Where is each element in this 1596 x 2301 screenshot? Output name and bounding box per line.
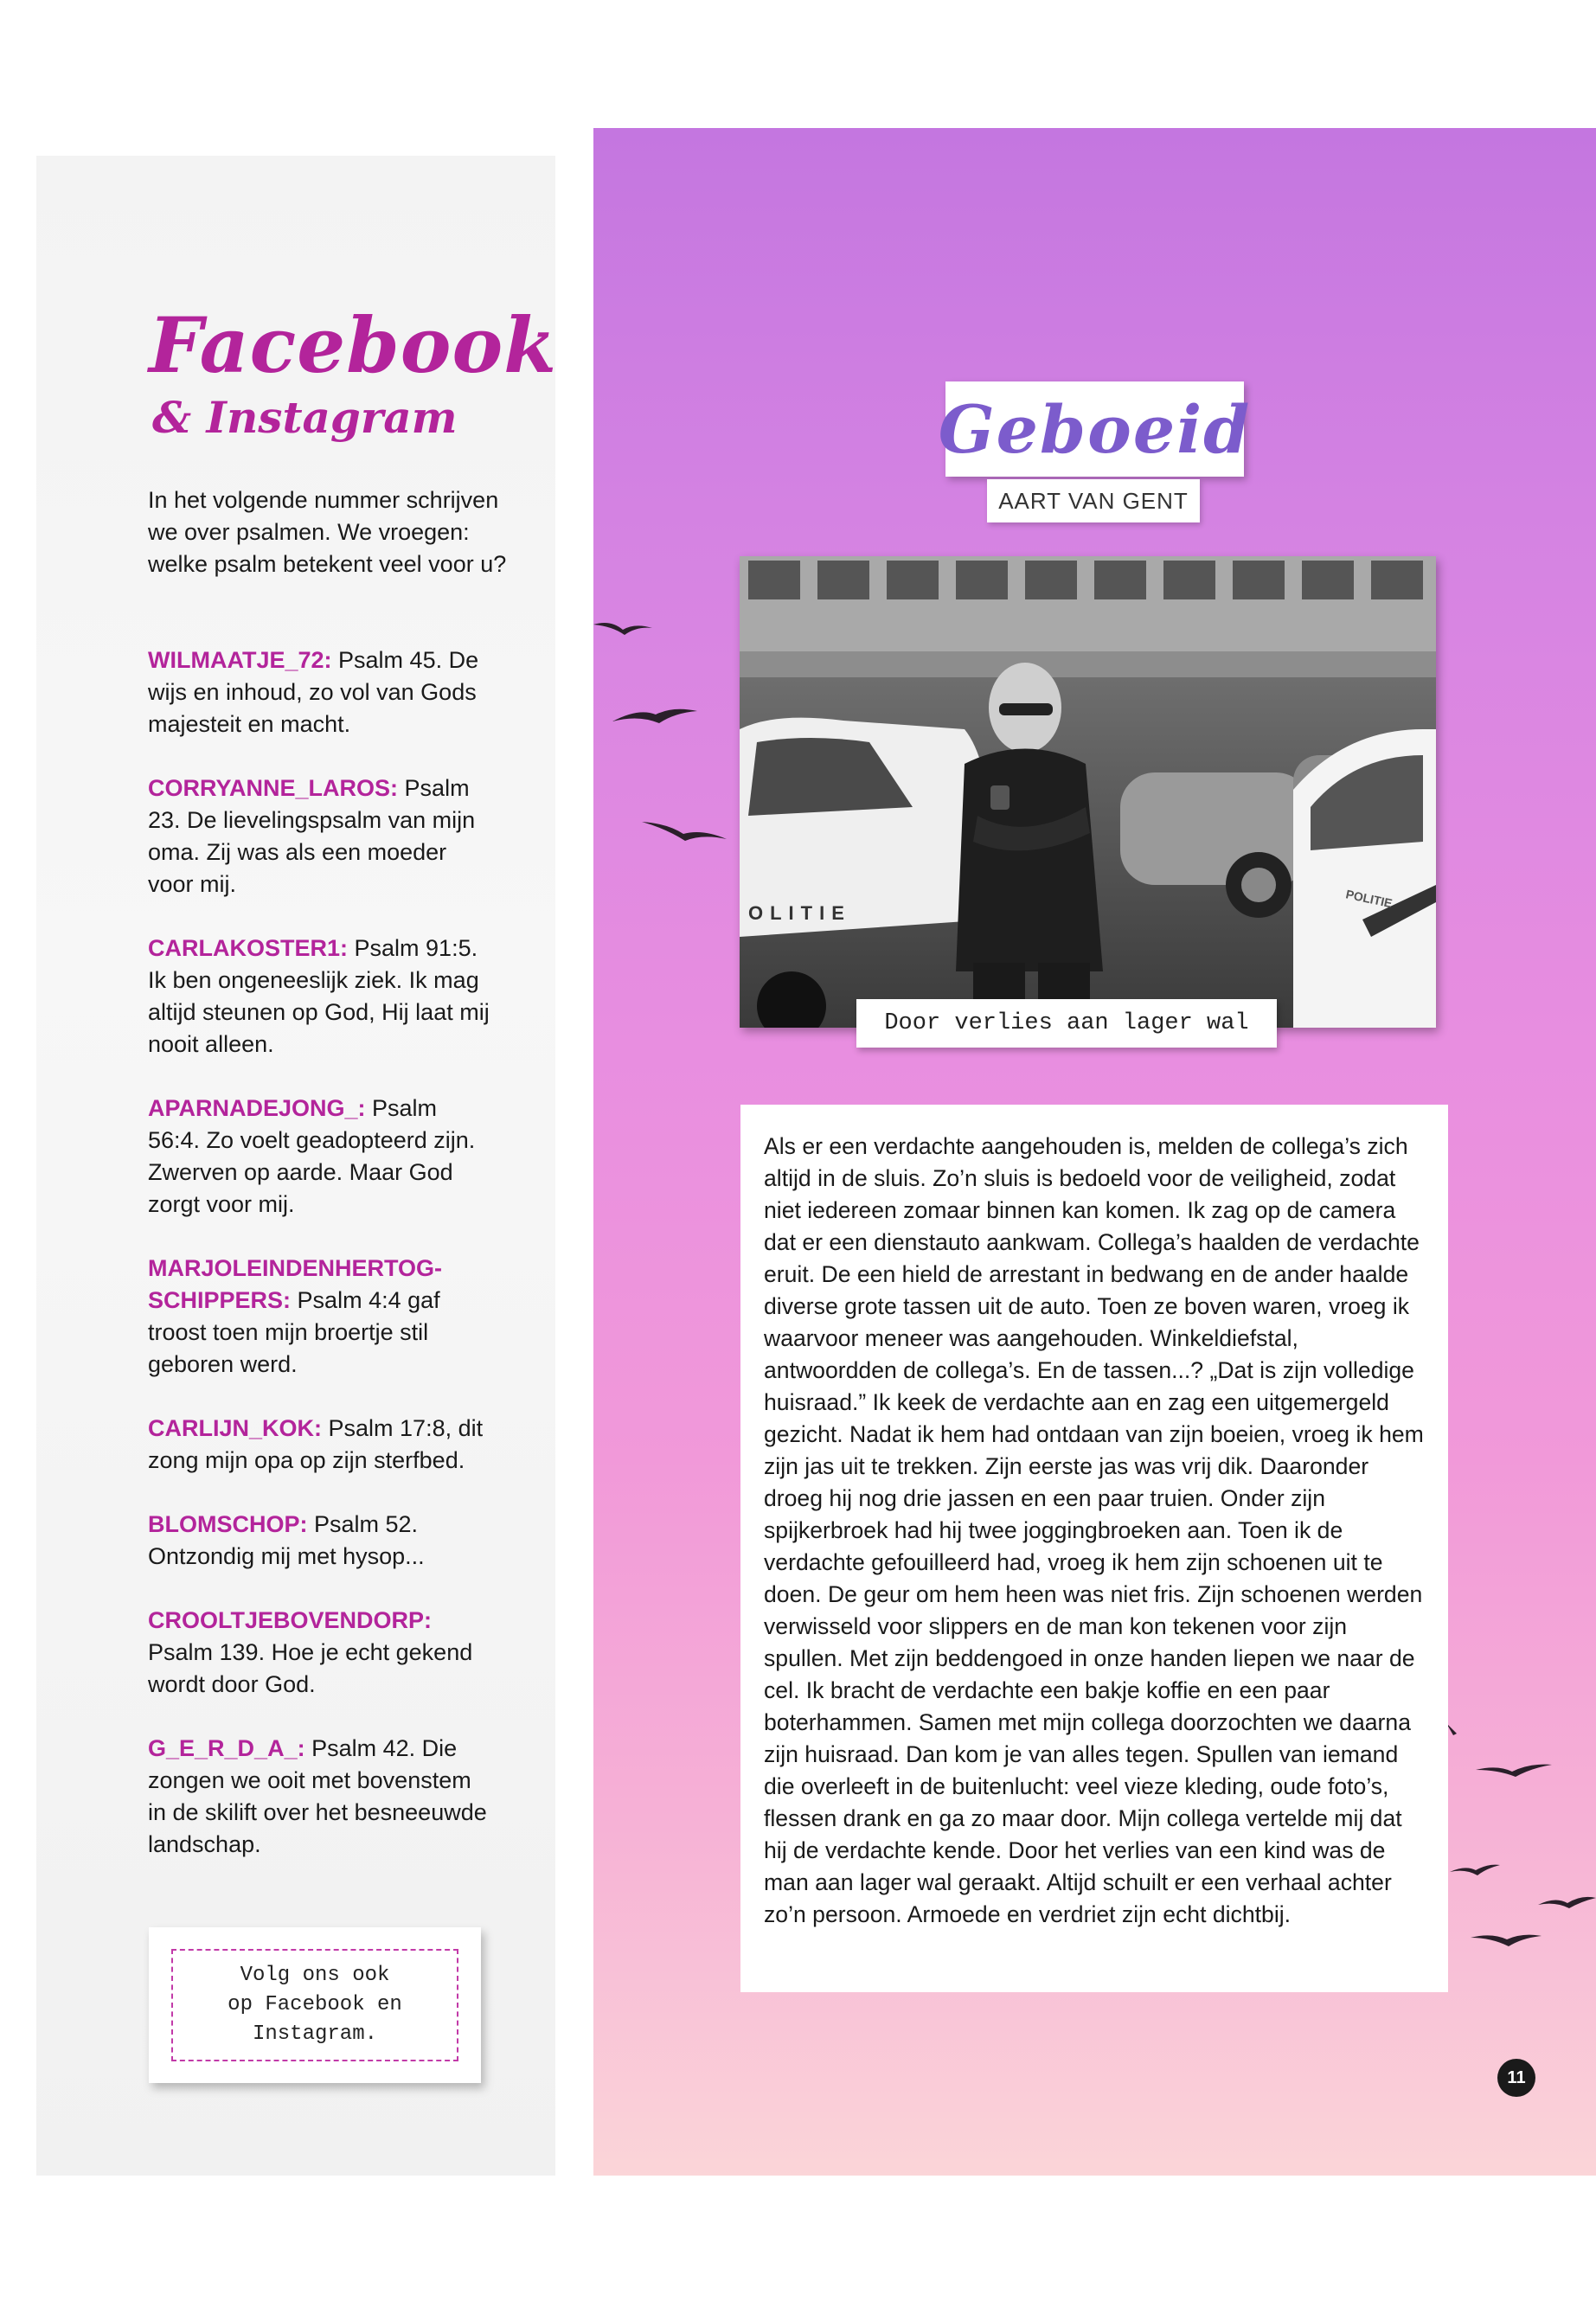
response-handle: CARLIJN_KOK: <box>148 1415 323 1441</box>
bird-silhouette-icon <box>1450 1860 1502 1879</box>
follow-us-dashed-frame <box>171 1949 458 2061</box>
intro-paragraph: In het volgende nummer schrijven we over psalmen. We vroegen: welke psalm betekent veel voor u? <box>148 487 507 577</box>
article-body-text: Als er een verdachte aangehouden is, melden de collega’s zich altijd in de sluis. Zo’n sluis is bedoeld voor de veiligheid, zodat niet iedereen zomaar binnen kan komen. Ik zag op de camera dat er een dienstauto aankwam. Collega’s haalden de verdachte eruit. De een hield de arrestant in bedwang en de ander haalde diverse grote tassen uit de auto. Toen ze boven waren, vroeg ik waarvoor meneer was aangehouden. Winkeldiefstal, antwoordden de collega’s. En de tassen...? „Dat is zijn volledige huisraad.” Ik keek de verdachte aan en zag een uitgemergeld gezicht. Nadat ik hem had ontdaan van zijn boeien, vroeg ik hem zijn jas uit te trekken. Zijn eerste jas was vrij dik. Daaronder droeg hij nog drie jassen en een paar truien. Onder zijn spijkerbroek had hij twee joggingbroeken aan. Toen ik de verdachte gefouilleerd had, vroeg ik hem zijn schoenen uit te doen. De geur om hem heen was niet fris. Zijn schoenen werden verwisseld voor slippers en de man kon tekenen voor zijn spullen. Met zijn beddengoed in onze handen liepen we naar de cel. Ik bracht de verdachte een bakje koffie en een paar boterhammen. Samen met mijn collega doorzochten we daarna zijn huisraad. Dan kom je van alles tegen. Spullen van iemand die overleeft in de buitenlucht: veel vieze kleding, oude foto’s, flessen drank en ga zo maar door. Mijn collega vertelde mij dat hij de verdachte kende. Door het verlies van een kind was de man aan lager wal geraakt. Altijd schuilt er een verhaal achter zo’n persoon. Armoede en verdriet zijn echt dichtbij. <box>764 1133 1424 1927</box>
article-title: Geboeid <box>938 390 1252 468</box>
response-handle: G_E_R_D_A_: <box>148 1735 305 1761</box>
response-entry <box>148 1093 494 1221</box>
response-handle: WILMAATJE_72: <box>148 647 332 673</box>
police-car-lettering: OLITIE <box>748 902 851 924</box>
page-number-badge: 11 <box>1497 2059 1535 2097</box>
bird-silhouette-icon <box>1476 1758 1554 1784</box>
response-entry <box>148 1733 494 1861</box>
response-handle: CARLAKOSTER1: <box>148 935 349 961</box>
response-entry <box>148 644 494 740</box>
response-text: Psalm 4:4 gaf troost toen mijn broertje stil geboren werd. <box>148 1287 440 1377</box>
response-entry <box>148 1413 494 1477</box>
response-handle: CROOLTJEBOVENDORP: <box>148 1607 433 1633</box>
response-handle: MARJOLEINDENHERTOG-SCHIPPERS: <box>148 1255 443 1313</box>
response-text: Psalm 17:8, dit zong mijn opa op zijn sterfbed. <box>148 1415 484 1473</box>
article-photo <box>740 556 1436 1028</box>
article-title-card <box>938 381 1252 477</box>
bird-silhouette-icon <box>642 815 728 849</box>
response-entry <box>148 1253 494 1381</box>
response-entry <box>148 772 494 901</box>
follow-us-card <box>149 1927 481 2083</box>
response-text: Psalm 91:5. Ik ben ongeneeslijk ziek. Ik mag altijd steunen op God, Hij laat mij nooit alleen. <box>148 935 490 1057</box>
instagram-subheading: & Instagram <box>152 392 458 443</box>
response-entry <box>148 1605 494 1701</box>
response-text: Psalm 139. Hoe je echt gekend wordt door God. <box>148 1639 473 1697</box>
photo-caption: Door verlies aan lager wal <box>856 999 1277 1048</box>
police-van-lettering: POLITIE <box>1344 887 1394 911</box>
response-handle: BLOMSCHOP: <box>148 1511 308 1537</box>
response-entry <box>148 1509 494 1573</box>
response-text: Psalm 45. De wijs en inhoud, zo vol van Gods majesteit en macht. <box>148 647 479 737</box>
response-text: Psalm 52. Ontzondig mij met hysop... <box>148 1511 425 1569</box>
response-text: Psalm 23. De lievelingspsalm van mijn oma. Zij was als een moeder voor mij. <box>148 775 476 897</box>
bird-silhouette-icon <box>1471 1927 1543 1952</box>
response-handle: CORRYANNE_LAROS: <box>148 775 399 801</box>
author-byline: AART VAN GENT <box>987 479 1200 522</box>
response-text: Psalm 56:4. Zo voelt geadopteerd zijn. Zwerven op aarde. Maar God zorgt voor mij. <box>148 1095 476 1217</box>
article-body-box <box>740 1105 1448 1992</box>
bird-silhouette-icon <box>593 616 654 642</box>
response-handle: APARNADEJONG_: <box>148 1095 366 1121</box>
facebook-heading: Facebook <box>149 300 558 390</box>
response-text: Psalm 42. Die zongen we ooit met bovenstem in de skilift over het besneeuwde landschap. <box>148 1735 487 1857</box>
police-officer-photo <box>740 556 1436 1028</box>
bird-silhouette-icon <box>1538 1891 1596 1913</box>
response-entry <box>148 933 494 1061</box>
bird-silhouette-icon <box>612 702 699 734</box>
reader-responses <box>148 644 494 1893</box>
follow-us-text: Volg ons ook op Facebook en Instagram. <box>228 1964 402 2046</box>
